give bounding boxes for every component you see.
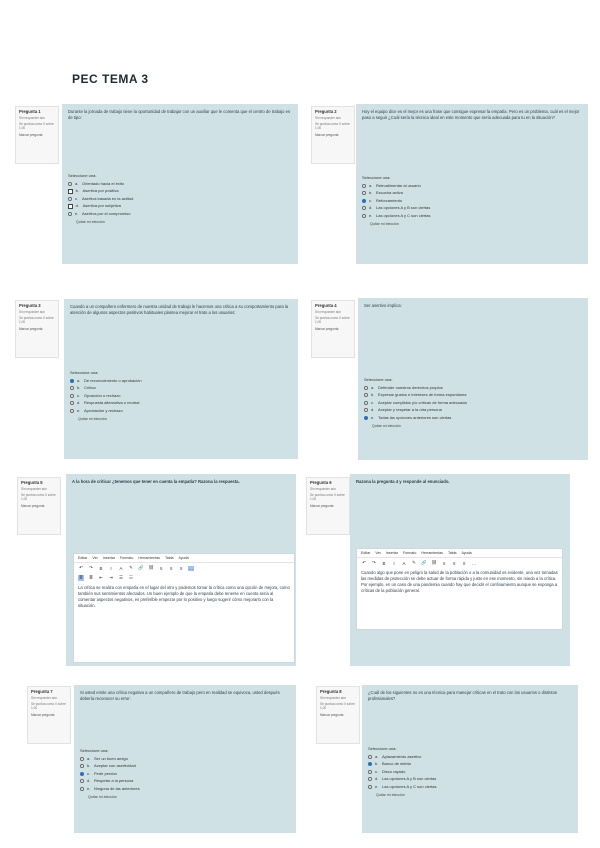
radio-icon[interactable] <box>80 779 84 783</box>
option-b[interactable]: b. Escucha activa <box>362 190 582 198</box>
italic-icon[interactable]: I <box>393 560 395 566</box>
question-card-1 <box>62 104 298 264</box>
numbered-list-icon[interactable]: ☷ <box>129 575 133 580</box>
radio-icon[interactable] <box>80 787 84 791</box>
menu-view[interactable]: Ver <box>92 556 98 560</box>
question-text: Razona la pregunta 4 y responde al enunciado. <box>356 479 450 484</box>
bold-icon[interactable]: B <box>382 560 386 566</box>
undo-icon[interactable]: ↶ <box>362 560 366 565</box>
question-text: Cuando a un compañero enfermero de nuestra unidad de trabajo le hacemos una crítica a su comportamiento para la atención de algunos aspectos positivos habituales plantea mejorar el trato a los usuarios: <box>70 304 289 315</box>
radio-icon[interactable] <box>80 764 84 768</box>
radio-icon[interactable] <box>70 401 74 405</box>
menu-edit[interactable]: Editar <box>78 556 88 560</box>
redo-icon[interactable]: ↷ <box>89 565 93 570</box>
question-card-2 <box>356 104 588 264</box>
option-b[interactable]: b. Crítica <box>70 385 292 393</box>
question-status: Sin responder aún <box>315 310 342 314</box>
radio-icon[interactable] <box>70 394 74 398</box>
radio-icon[interactable] <box>364 408 368 412</box>
select-one-label: Seleccione una: <box>364 377 393 382</box>
flag-question-link[interactable]: Marcar pregunta <box>310 503 334 508</box>
flag-question-link[interactable]: Marcar pregunta <box>21 503 45 508</box>
question-text: Hoy el equipo dice es el mejor es una frase que consigue expresar la empatía. Pero es un problema, cuál es el mejor paso a seguir ¿Cuál sería la técnica ideal en este momento que sería adecuada para tu en la situación? <box>362 109 580 120</box>
radio-icon[interactable] <box>80 757 84 761</box>
undo-icon[interactable]: ↶ <box>79 565 83 570</box>
option-c[interactable]: c. Disco rayado <box>368 768 572 776</box>
link-icon[interactable]: 🔗 <box>421 560 427 565</box>
option-e[interactable]: e. Las opciones A y C son ciertas <box>368 783 572 791</box>
question-info-8 <box>316 686 360 744</box>
radio-icon[interactable] <box>364 416 368 420</box>
editor-toolbar-2 <box>74 573 294 583</box>
radio-icon[interactable] <box>68 212 72 216</box>
answer-editor-5[interactable] <box>73 553 295 663</box>
bullet-list-icon[interactable]: ☰ <box>119 575 123 580</box>
question-score: Se puntúa como 0 sobre 1,00 <box>310 493 345 502</box>
menu-table[interactable]: Tabla <box>164 556 174 560</box>
menu-help[interactable]: Ayuda <box>178 556 189 560</box>
option-a[interactable]: a. Retroalimentar al usuario <box>362 182 582 190</box>
option-d[interactable]: d. Respetar a la persona <box>80 778 290 786</box>
redo-icon[interactable]: ↷ <box>372 560 376 565</box>
option-d[interactable]: d. Las opciones A y B son ciertas <box>362 205 582 213</box>
menu-edit[interactable]: Editar <box>361 551 371 555</box>
menu-insert[interactable]: Insertar <box>385 551 398 555</box>
checkbox-icon[interactable] <box>68 189 73 194</box>
question-score: Se puntúa como 0 sobre 1,00 <box>31 702 66 711</box>
flag-question-link[interactable]: Marcar pregunta <box>315 132 339 137</box>
radio-icon[interactable] <box>368 770 372 774</box>
question-score: Se puntúa como 0 sobre 1,00 <box>320 702 355 711</box>
option-a[interactable]: a. De reconocimiento o aprobación <box>70 377 292 385</box>
option-c[interactable]: c. Asertiva basada en la actitud <box>68 195 292 203</box>
option-e[interactable]: e. Aprobación y rechazo <box>70 407 292 415</box>
menu-tools[interactable]: Herramientas <box>138 556 160 560</box>
option-a[interactable]: a. Ser un buen amigo <box>80 755 290 763</box>
question-card-3 <box>64 299 298 459</box>
select-one-label: Seleccione una: <box>362 175 391 180</box>
radio-icon[interactable] <box>362 206 366 210</box>
question-status: Sin responder aún <box>21 487 48 491</box>
align-left-icon[interactable]: ≡ <box>159 565 163 571</box>
radio-icon[interactable] <box>364 401 368 405</box>
question-number: Pregunta 8 <box>320 689 342 694</box>
radio-icon[interactable] <box>364 386 368 390</box>
flag-question-link[interactable]: Marcar pregunta <box>31 712 55 717</box>
bold-icon[interactable]: B <box>99 565 103 571</box>
radio-icon[interactable] <box>68 182 72 186</box>
link-icon[interactable]: 🔗 <box>138 565 144 570</box>
question-card-4 <box>358 298 588 460</box>
select-one-label: Seleccione una: <box>80 748 109 753</box>
question-text: Si usted emite una crítica negativa a un compañero de trabajo pero en realidad se equivoca, usted después debería reconocer su error: <box>80 690 280 701</box>
option-b[interactable]: b. Banco de niebla <box>368 761 572 769</box>
ltr-icon[interactable]: ≣ <box>79 575 83 580</box>
clear-choice-link[interactable]: Quitar mi elección <box>76 219 105 224</box>
radio-icon[interactable] <box>368 785 372 789</box>
question-score: Se puntúa como 0 sobre 1,00 <box>315 316 350 325</box>
question-info-2 <box>311 106 355 164</box>
align-center-icon[interactable]: ≡ <box>169 565 173 571</box>
question-info-3 <box>15 300 59 358</box>
radio-icon[interactable] <box>368 777 372 781</box>
option-c[interactable]: c. Oposición o rechazo <box>70 392 292 400</box>
editor-toolbar <box>74 563 294 573</box>
radio-icon[interactable] <box>362 184 366 188</box>
question-number: Pregunta 2 <box>315 109 337 114</box>
question-status: Sin responder aún <box>31 696 58 700</box>
flag-question-link[interactable]: Marcar pregunta <box>315 326 339 331</box>
editor-toolbar <box>357 558 562 568</box>
menu-table[interactable]: Tabla <box>447 551 457 555</box>
question-text: Ser asertivo implica: <box>364 303 402 308</box>
question-number: Pregunta 7 <box>31 689 53 694</box>
radio-icon[interactable] <box>70 409 74 413</box>
more-icon[interactable]: … <box>471 560 477 566</box>
question-score: Se puntúa como 0 sobre 1,00 <box>21 493 56 502</box>
question-number: Pregunta 6 <box>310 480 332 485</box>
clear-choice-link[interactable]: Quitar mi elección <box>376 792 405 797</box>
radio-icon[interactable] <box>362 199 366 203</box>
menu-format[interactable]: Formato <box>402 551 417 555</box>
option-e[interactable]: e. Todas las opciones anteriores son ciertas <box>364 414 582 422</box>
option-c[interactable]: c. Aceptar cumplidos y/o críticas de forma adecuada <box>364 399 582 407</box>
document-title: PEC TEMA 3 <box>72 72 149 86</box>
question-score: Se puntúa como 0 sobre 1,00 <box>19 122 54 131</box>
clear-choice-link[interactable]: Quitar mi elección <box>78 416 107 421</box>
outdent-icon[interactable]: ⇤ <box>99 575 103 580</box>
radio-icon[interactable] <box>368 755 372 759</box>
editor-menubar <box>74 554 294 563</box>
option-d[interactable]: d. Asertiva por subjetiva <box>68 203 292 211</box>
font-color-icon[interactable]: A <box>119 565 123 571</box>
select-one-label: Seleccione una: <box>70 370 99 375</box>
unlink-icon[interactable]: ⛓ <box>148 565 154 570</box>
question-status: Sin responder aún <box>310 487 337 491</box>
radio-icon[interactable] <box>70 379 74 383</box>
rtl-icon[interactable]: ≣ <box>89 575 93 580</box>
question-status: Sin responder aún <box>19 310 46 314</box>
answer-text[interactable]: Cuando algo que pone en peligro la salud de la población o a la comunidad es evidente, una vez tomadas las medidas de protección se debe actuar de forma rápida y justo en ese momento, sin miedo a la crítica. Por ejemplo, en un caso de una pandemia cuando hay que decidir el confinamiento aunque se exponga a críticas de la población general. <box>361 570 558 593</box>
option-a[interactable]: a. Defender nuestros derechos propios <box>364 384 582 392</box>
radio-icon[interactable] <box>362 214 366 218</box>
question-info-7 <box>27 686 71 744</box>
highlight-icon[interactable]: ✎ <box>129 565 133 570</box>
option-c[interactable]: c. Reforzamiento <box>362 197 582 205</box>
option-c[interactable]: c. Pedir perdón <box>80 770 290 778</box>
align-right-icon[interactable]: ≡ <box>179 565 183 571</box>
question-score: Se puntúa como 0 sobre 1,00 <box>315 122 350 131</box>
option-e[interactable]: e. Las opciones A y C son ciertas <box>362 212 582 220</box>
highlight-icon[interactable]: ✎ <box>412 560 416 565</box>
editor-menubar <box>357 549 562 558</box>
clear-choice-link[interactable]: Quitar mi elección <box>372 423 401 428</box>
question-number: Pregunta 3 <box>19 303 41 308</box>
select-one-label: Seleccione una: <box>368 746 397 751</box>
radio-icon[interactable] <box>70 386 74 390</box>
menu-format[interactable]: Formato <box>119 556 134 560</box>
flag-question-link[interactable]: Marcar pregunta <box>19 132 43 137</box>
flag-question-link[interactable]: Marcar pregunta <box>19 326 43 331</box>
menu-tools[interactable]: Herramientas <box>421 551 443 555</box>
question-info-6 <box>306 477 350 535</box>
option-b[interactable]: b. Expresar gustos e intereses de forma espontánea <box>364 392 582 400</box>
answer-text[interactable]: La crítica se realiza con empatía en el lugar del otro y podemos tomar la crítica como una opción de mejora, como también sus sentimientos afectados. Un buen ejemplo de que la empatía debe tenerse en cuenta sería al comentar aspectos negativos, es preferible empezar por lo positivo y luego sugerir cómo mejorarlo con la situación. <box>78 585 290 608</box>
clear-choice-link[interactable]: Quitar mi elección <box>370 221 399 226</box>
question-score: Se puntúa como 0 sobre 1,00 <box>19 316 54 325</box>
menu-insert[interactable]: Insertar <box>102 556 115 560</box>
option-b[interactable]: b. Aceptar con asertividad <box>80 763 290 771</box>
option-d[interactable]: d. Respuesta alternativa o neutral <box>70 400 292 408</box>
question-text: ¿Cuál de los siguientes no es una técnica para manejar críticas en el trato con los usuarios o distintos profesionales? <box>368 690 558 701</box>
unlink-icon[interactable]: ⛓ <box>431 560 437 565</box>
option-e[interactable]: e. Asertiva por el compromiso <box>68 210 292 218</box>
question-status: Sin responder aún <box>19 116 46 120</box>
option-d[interactable]: d. Las opciones A y B son ciertas <box>368 776 572 784</box>
align-center-icon[interactable]: ≡ <box>452 560 456 566</box>
flag-question-link[interactable]: Marcar pregunta <box>320 712 344 717</box>
menu-view[interactable]: Ver <box>375 551 381 555</box>
font-color-icon[interactable]: A <box>402 560 406 566</box>
question-status: Sin responder aún <box>320 696 347 700</box>
question-card-7 <box>74 685 296 833</box>
answer-editor-6[interactable] <box>356 548 563 630</box>
question-text: A la hora de criticar ¿tenemos que tener en cuenta la empatía? Razona la respuesta. <box>72 479 240 484</box>
checkbox-icon[interactable] <box>68 204 73 209</box>
more-icon[interactable]: … <box>188 565 194 571</box>
align-left-icon[interactable]: ≡ <box>442 560 446 566</box>
question-info-5 <box>17 477 61 535</box>
italic-icon[interactable]: I <box>110 565 112 571</box>
question-card-8 <box>362 685 578 833</box>
radio-icon[interactable] <box>364 393 368 397</box>
indent-icon[interactable]: ⇥ <box>109 575 113 580</box>
question-status: Sin responder aún <box>315 116 342 120</box>
question-number: Pregunta 4 <box>315 303 337 308</box>
align-right-icon[interactable]: ≡ <box>462 560 466 566</box>
radio-icon[interactable] <box>80 772 84 776</box>
option-d[interactable]: d. Aceptar y respetar a la otra persona <box>364 407 582 415</box>
option-a[interactable]: a. Aplazamiento asertivo <box>368 753 572 761</box>
option-b[interactable]: b. Asertiva por positiva <box>68 188 292 196</box>
clear-choice-link[interactable]: Quitar mi elección <box>88 794 117 799</box>
radio-icon[interactable] <box>68 197 72 201</box>
question-info-4 <box>311 300 355 358</box>
menu-help[interactable]: Ayuda <box>461 551 472 555</box>
question-number: Pregunta 1 <box>19 109 41 114</box>
radio-icon[interactable] <box>368 762 372 766</box>
select-one-label: Seleccione una: <box>68 173 97 178</box>
question-number: Pregunta 5 <box>21 480 43 485</box>
option-a[interactable]: a. Orientado hacia el éxito <box>68 180 292 188</box>
question-text: Durante la jornada de trabajo tiene la oportunidad de trabajar con un auxiliar que le comenta que el centro de trabajo es de tipo: <box>68 109 291 120</box>
option-e[interactable]: e. Ninguna de las anteriores <box>80 785 290 793</box>
radio-icon[interactable] <box>362 191 366 195</box>
question-info-1 <box>15 106 59 164</box>
